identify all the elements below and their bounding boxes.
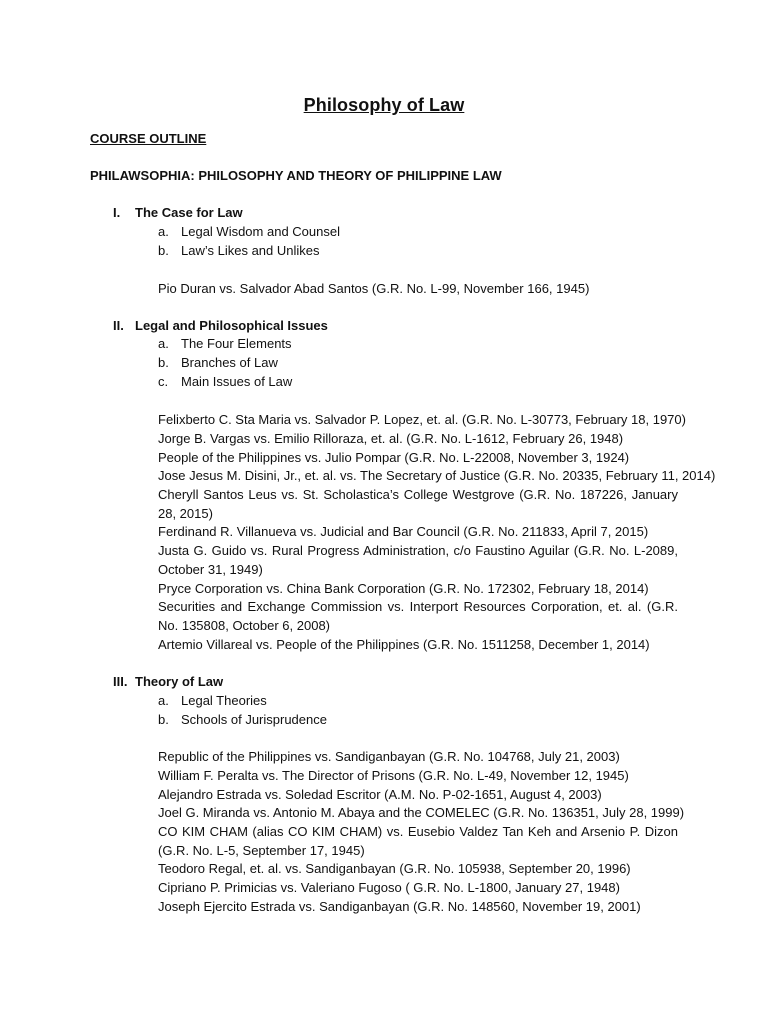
case-citation: CO KIM CHAM (alias CO KIM CHAM) vs. Eusebio Valdez Tan Keh and Arsenio P. Dizon (G.R. No. L-5, September 17, 1945) xyxy=(158,824,678,858)
list-item: Main Issues of Law xyxy=(181,374,293,389)
section-heading: Legal and Philosophical Issues xyxy=(135,318,328,333)
case-citation: Jorge B. Vargas vs. Emilio Rilloraza, et. al. (G.R. No. L-1612, February 26, 1948) xyxy=(158,431,624,446)
case-citation: Joseph Ejercito Estrada vs. Sandiganbayan (G.R. No. 148560, November 19, 2001) xyxy=(158,899,641,914)
course-outline-label: COURSE OUTLINE xyxy=(90,131,207,146)
list-item: The Four Elements xyxy=(181,336,292,351)
section-numeral: II. xyxy=(113,318,124,333)
case-citation: Alejandro Estrada vs. Soledad Escritor (A.M. No. P-02-1651, August 4, 2003) xyxy=(158,787,602,802)
case-citation: Jose Jesus M. Disini, Jr., et. al. vs. The Secretary of Justice (G.R. No. 20335, February 11, 2014) xyxy=(158,468,716,483)
case-citation: Justa G. Guido vs. Rural Progress Administration, c/o Faustino Aguilar (G.R. No. L-2089, October 31, 1949) xyxy=(158,543,678,577)
case-citation: Cipriano P. Primicias vs. Valeriano Fugoso ( G.R. No. L-1800, January 27, 1948) xyxy=(158,880,620,895)
section-heading: The Case for Law xyxy=(135,205,243,220)
document-title: Philosophy of Law xyxy=(303,95,465,115)
list-item: Legal Theories xyxy=(181,693,267,708)
case-citation: Joel G. Miranda vs. Antonio M. Abaya and the COMELEC (G.R. No. 136351, July 28, 1999) xyxy=(158,805,685,820)
case-citation: Felixberto C. Sta Maria vs. Salvador P. Lopez, et. al. (G.R. No. L-30773, February 18, 1970) xyxy=(158,412,686,427)
list-item: Legal Wisdom and Counsel xyxy=(181,224,340,239)
case-citation: Teodoro Regal, et. al. vs. Sandiganbayan (G.R. No. 105938, September 20, 1996) xyxy=(158,861,631,876)
item-letter: c. xyxy=(158,374,169,389)
list-item: Branches of Law xyxy=(181,355,278,370)
case-citation: People of the Philippines vs. Julio Pompar (G.R. No. L-22008, November 3, 1924) xyxy=(158,450,630,465)
item-letter: b. xyxy=(158,243,169,258)
item-letter: a. xyxy=(158,336,169,351)
document-subtitle: PHILAWSOPHIA: PHILOSOPHY AND THEORY OF PHILIPPINE LAW xyxy=(90,168,502,183)
case-citation: William F. Peralta vs. The Director of Prisons (G.R. No. L-49, November 12, 1945) xyxy=(158,768,629,783)
item-letter: a. xyxy=(158,224,169,239)
case-citation: Republic of the Philippines vs. Sandiganbayan (G.R. No. 104768, July 21, 2003) xyxy=(158,749,620,764)
case-citation: Pio Duran vs. Salvador Abad Santos (G.R. No. L-99, November 166, 1945) xyxy=(158,281,590,296)
item-letter: a. xyxy=(158,693,169,708)
section-numeral: III. xyxy=(113,674,128,689)
item-letter: b. xyxy=(158,355,169,370)
case-citation: Securities and Exchange Commission vs. Interport Resources Corporation, et. al. (G.R. No. 135808, October 6, 2008) xyxy=(158,599,678,633)
case-citation: Cheryll Santos Leus vs. St. Scholastica’s College Westgrove (G.R. No. 187226, January 28, 2015) xyxy=(158,487,678,521)
list-item: Schools of Jurisprudence xyxy=(181,712,327,727)
case-citation: Ferdinand R. Villanueva vs. Judicial and Bar Council (G.R. No. 211833, April 7, 2015) xyxy=(158,524,649,539)
item-letter: b. xyxy=(158,712,169,727)
case-citation: Pryce Corporation vs. China Bank Corporation (G.R. No. 172302, February 18, 2014) xyxy=(158,581,649,596)
case-citation: Artemio Villareal vs. People of the Philippines (G.R. No. 1511258, December 1, 2014) xyxy=(158,637,650,652)
section-heading: Theory of Law xyxy=(135,674,224,689)
section-numeral: I. xyxy=(113,205,121,220)
list-item: Law’s Likes and Unlikes xyxy=(181,243,320,258)
